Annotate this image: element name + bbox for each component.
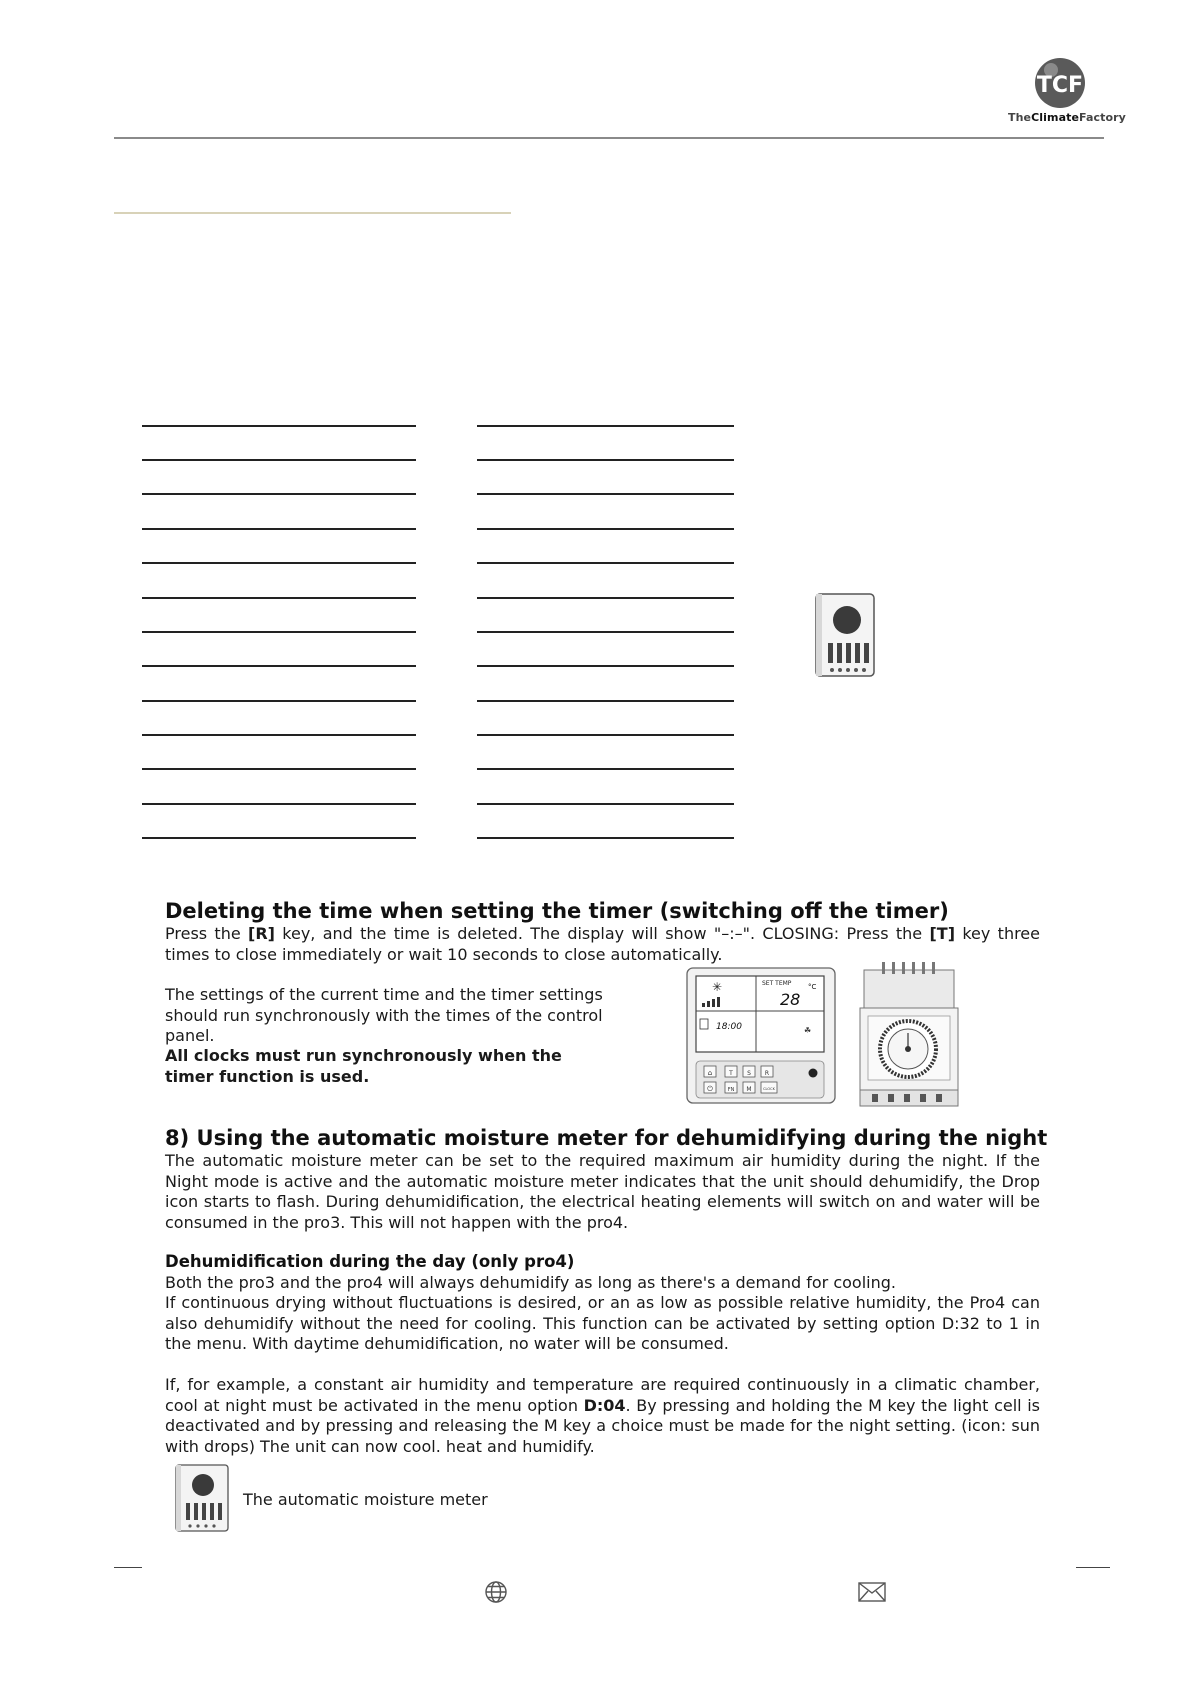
svg-text:✳: ✳ xyxy=(712,980,723,994)
blank-line xyxy=(142,597,416,599)
heading-automatic-moisture-meter: 8) Using the automatic moisture meter for dehumidifying during the night xyxy=(165,1126,1048,1150)
paragraph-automatic-moisture-meter: The automatic moisture meter can be set to the required maximum air humidity during the night. If the Night mode is active and the automatic moisture meter indicates that the unit should dehumidify, the Drop icon starts to flash. During dehumidification, the electrical heating elements will switch on and water will be consumed in the pro3. This will not happen with the pro4. xyxy=(165,1151,1040,1232)
key-r: R xyxy=(764,1070,770,1077)
blank-line xyxy=(477,459,734,461)
display-temp-unit: °C xyxy=(808,983,817,991)
svg-text:TCF: TCF xyxy=(1036,73,1084,98)
blank-line xyxy=(142,528,416,530)
blank-line xyxy=(142,665,416,667)
paragraph-continuous-drying: If continuous drying without fluctuations is desired, or an as low as possible relative humidity, the Pro4 can also dehumidify without the need for cooling. This function can be activated by setting option D:32 to 1 in the menu. With daytime dehumidification, no water will be consumed. xyxy=(165,1293,1040,1353)
blank-line xyxy=(142,837,416,839)
blank-line xyxy=(477,803,734,805)
key-t: T xyxy=(729,1070,733,1077)
footer-line-right xyxy=(1076,1567,1110,1568)
key-s: S xyxy=(747,1070,751,1077)
section-underline xyxy=(114,212,511,214)
moisture-meter-small-image xyxy=(174,1463,230,1533)
globe-icon[interactable] xyxy=(484,1580,508,1604)
blank-line xyxy=(142,768,416,770)
key-m: M xyxy=(746,1086,752,1093)
moisture-meter-image xyxy=(814,592,878,678)
blank-line xyxy=(477,734,734,736)
paragraph-day-dehumidify-demand: Both the pro3 and the pro4 will always dehumidify as long as there's a demand for cooling. xyxy=(165,1273,896,1292)
blank-line xyxy=(477,528,734,530)
timer-switch-image xyxy=(858,960,960,1108)
display-time: 18:00 xyxy=(716,1022,742,1032)
brand-name: TheClimateFactory xyxy=(1008,111,1126,124)
svg-text:⌂: ⌂ xyxy=(707,1069,713,1077)
paragraph-clocks-synchronous: All clocks must run synchronously when the timer function is used. xyxy=(165,1046,562,1086)
blank-line xyxy=(477,425,734,427)
blank-line xyxy=(142,562,416,564)
blank-line xyxy=(477,631,734,633)
blank-line xyxy=(477,597,734,599)
key-clock: CLOCK xyxy=(763,1087,775,1091)
blank-line xyxy=(477,665,734,667)
svg-text:⏻: ⏻ xyxy=(707,1085,713,1093)
heading-deleting-time: Deleting the time when setting the timer (switching off the timer) xyxy=(165,899,949,923)
blank-line xyxy=(142,425,416,427)
header-divider xyxy=(114,137,1104,139)
blank-line xyxy=(142,459,416,461)
footer-line-left xyxy=(114,1567,142,1568)
caption-moisture-meter: The automatic moisture meter xyxy=(243,1490,488,1509)
blank-line xyxy=(477,562,734,564)
blank-line xyxy=(142,493,416,495)
blank-line xyxy=(142,700,416,702)
svg-text:☘: ☘ xyxy=(804,1026,812,1035)
display-temp-value: 28 xyxy=(780,990,801,1009)
paragraph-sync-settings: The settings of the current time and the timer settings should run synchronously with the times of the control panel. xyxy=(165,985,603,1045)
blank-line xyxy=(142,803,416,805)
heading-day-dehumidification: Dehumidification during the day (only pro4) xyxy=(165,1252,575,1271)
control-panel-image xyxy=(686,967,836,1104)
key-fn: FN xyxy=(727,1087,735,1093)
blank-line xyxy=(477,837,734,839)
blank-line xyxy=(477,768,734,770)
blank-line xyxy=(142,631,416,633)
paragraph-delete-time: Press the [R] key, and the time is deleted. The display will show "–:–". CLOSING: Press the [T] key three times to close immediately or wait 10 seconds to close automatically. xyxy=(165,924,1040,964)
paragraph-climatic-chamber: If, for example, a constant air humidity and temperature are required continuously in a climatic chamber, cool at night must be activated in the menu option D:04. By pressing and holding the M key the light cell is deactivated and by pressing and releasing the M key a choice must be made for the night setting. (icon: sun with drops) The unit can now cool. heat and humidify. xyxy=(165,1375,1041,1456)
company-logo xyxy=(1034,57,1086,109)
blank-line xyxy=(477,493,734,495)
mail-icon[interactable] xyxy=(858,1582,886,1602)
blank-line xyxy=(477,700,734,702)
display-set-temp-label: SET TEMP xyxy=(762,980,792,987)
blank-line xyxy=(142,734,416,736)
